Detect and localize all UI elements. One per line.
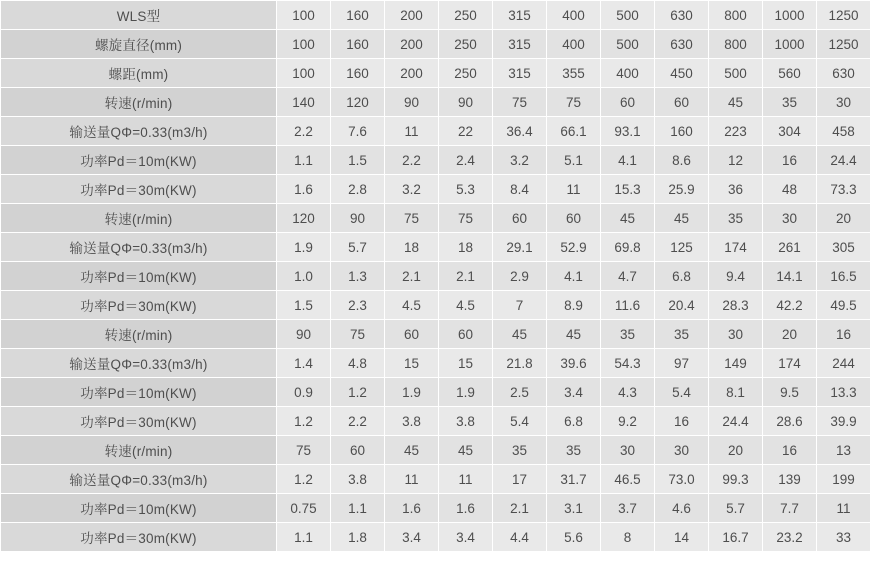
table-cell: 400 bbox=[547, 30, 601, 59]
table-row bbox=[1, 349, 870, 378]
table-cell: 4.4 bbox=[493, 523, 547, 552]
table-cell: 3.4 bbox=[547, 378, 601, 407]
table-cell: 35 bbox=[601, 320, 655, 349]
table-cell: 11 bbox=[817, 494, 870, 523]
row-label: 转速(r/min) bbox=[1, 436, 277, 465]
table-cell: 69.8 bbox=[601, 233, 655, 262]
table-cell: 30 bbox=[763, 204, 817, 233]
table-cell: 800 bbox=[709, 1, 763, 30]
table-row bbox=[1, 291, 870, 320]
table-cell: 250 bbox=[439, 1, 493, 30]
table-cell: 100 bbox=[277, 1, 331, 30]
table-cell: 75 bbox=[277, 436, 331, 465]
table-cell: 35 bbox=[493, 436, 547, 465]
table-cell: 139 bbox=[763, 465, 817, 494]
table-cell: 3.1 bbox=[547, 494, 601, 523]
table-cell: 1000 bbox=[763, 1, 817, 30]
table-row bbox=[1, 523, 870, 552]
table-cell: 3.8 bbox=[331, 465, 385, 494]
table-cell: 45 bbox=[709, 88, 763, 117]
table-cell: 5.6 bbox=[547, 523, 601, 552]
table-cell: 13.3 bbox=[817, 378, 870, 407]
table-cell: 1.2 bbox=[277, 465, 331, 494]
table-cell: 1.1 bbox=[331, 494, 385, 523]
table-cell: 16 bbox=[763, 146, 817, 175]
table-cell: 8 bbox=[601, 523, 655, 552]
table-row bbox=[1, 320, 870, 349]
row-label: 功率Pd＝10m(KW) bbox=[1, 494, 277, 523]
table-cell: 17 bbox=[493, 465, 547, 494]
table-cell: 8.4 bbox=[493, 175, 547, 204]
table-row bbox=[1, 88, 870, 117]
table-cell: 45 bbox=[439, 436, 493, 465]
table-cell: 199 bbox=[817, 465, 870, 494]
table-cell: 800 bbox=[709, 30, 763, 59]
table-cell: 4.5 bbox=[385, 291, 439, 320]
table-cell: 99.3 bbox=[709, 465, 763, 494]
table-cell: 4.1 bbox=[547, 262, 601, 291]
row-label: 螺旋直径(mm) bbox=[1, 30, 277, 59]
table-cell: 7.6 bbox=[331, 117, 385, 146]
table-cell: 73.0 bbox=[655, 465, 709, 494]
table-cell: 15.3 bbox=[601, 175, 655, 204]
table-cell: 2.1 bbox=[439, 262, 493, 291]
table-row bbox=[1, 204, 870, 233]
table-cell: 90 bbox=[385, 88, 439, 117]
table-cell: 305 bbox=[817, 233, 870, 262]
table-row bbox=[1, 262, 870, 291]
table-cell: 60 bbox=[331, 436, 385, 465]
table-cell: 36 bbox=[709, 175, 763, 204]
table-cell: 45 bbox=[547, 320, 601, 349]
table-cell: 75 bbox=[331, 320, 385, 349]
table-cell: 11 bbox=[547, 175, 601, 204]
table-cell: 315 bbox=[493, 1, 547, 30]
table-cell: 1.6 bbox=[277, 175, 331, 204]
table-cell: 200 bbox=[385, 59, 439, 88]
table-cell: 36.4 bbox=[493, 117, 547, 146]
table-cell: 3.8 bbox=[385, 407, 439, 436]
row-label: 转速(r/min) bbox=[1, 204, 277, 233]
table-cell: 25.9 bbox=[655, 175, 709, 204]
table-cell: 355 bbox=[547, 59, 601, 88]
table-cell: 16.5 bbox=[817, 262, 870, 291]
row-label: 输送量QΦ=0.33(m3/h) bbox=[1, 465, 277, 494]
row-label: 输送量QΦ=0.33(m3/h) bbox=[1, 117, 277, 146]
table-cell: 28.3 bbox=[709, 291, 763, 320]
table-cell: 60 bbox=[655, 88, 709, 117]
table-cell: 3.7 bbox=[601, 494, 655, 523]
table-cell: 1.1 bbox=[277, 523, 331, 552]
table-cell: 90 bbox=[277, 320, 331, 349]
table-cell: 54.3 bbox=[601, 349, 655, 378]
table-cell: 630 bbox=[817, 59, 870, 88]
table-cell: 31.7 bbox=[547, 465, 601, 494]
table-cell: 630 bbox=[655, 1, 709, 30]
row-label: 功率Pd＝10m(KW) bbox=[1, 378, 277, 407]
table-cell: 11 bbox=[385, 465, 439, 494]
table-cell: 1250 bbox=[817, 1, 870, 30]
table-cell: 14 bbox=[655, 523, 709, 552]
table-cell: 1.8 bbox=[331, 523, 385, 552]
table-cell: 1.9 bbox=[277, 233, 331, 262]
table-cell: 5.4 bbox=[655, 378, 709, 407]
table-cell: 1.5 bbox=[331, 146, 385, 175]
table-cell: 160 bbox=[331, 30, 385, 59]
table-cell: 304 bbox=[763, 117, 817, 146]
table-cell: 97 bbox=[655, 349, 709, 378]
table-cell: 3.2 bbox=[385, 175, 439, 204]
table-cell: 75 bbox=[385, 204, 439, 233]
table-cell: 8.9 bbox=[547, 291, 601, 320]
table-cell: 458 bbox=[817, 117, 870, 146]
table-cell: 200 bbox=[385, 1, 439, 30]
table-cell: 30 bbox=[709, 320, 763, 349]
table-cell: 560 bbox=[763, 59, 817, 88]
table-cell: 39.9 bbox=[817, 407, 870, 436]
table-cell: 1.3 bbox=[331, 262, 385, 291]
table-cell: 16 bbox=[655, 407, 709, 436]
table-cell: 4.3 bbox=[601, 378, 655, 407]
row-label: 功率Pd＝30m(KW) bbox=[1, 523, 277, 552]
table-cell: 23.2 bbox=[763, 523, 817, 552]
table-cell: 1.6 bbox=[385, 494, 439, 523]
table-cell: 35 bbox=[655, 320, 709, 349]
table-cell: 90 bbox=[331, 204, 385, 233]
table-row bbox=[1, 175, 870, 204]
table-row bbox=[1, 146, 870, 175]
table-cell: 100 bbox=[277, 30, 331, 59]
table-cell: 33 bbox=[817, 523, 870, 552]
table-cell: 45 bbox=[493, 320, 547, 349]
table-cell: 149 bbox=[709, 349, 763, 378]
table-cell: 35 bbox=[763, 88, 817, 117]
table-cell: 1.4 bbox=[277, 349, 331, 378]
table-cell: 15 bbox=[439, 349, 493, 378]
table-cell: 11 bbox=[385, 117, 439, 146]
table-cell: 13 bbox=[817, 436, 870, 465]
row-label: WLS型 bbox=[1, 1, 277, 30]
table-cell: 160 bbox=[331, 1, 385, 30]
table-cell: 0.9 bbox=[277, 378, 331, 407]
table-row bbox=[1, 436, 870, 465]
table-cell: 3.4 bbox=[439, 523, 493, 552]
table-cell: 4.1 bbox=[601, 146, 655, 175]
table-cell: 1.6 bbox=[439, 494, 493, 523]
row-label: 输送量QΦ=0.33(m3/h) bbox=[1, 349, 277, 378]
table-cell: 174 bbox=[709, 233, 763, 262]
table-cell: 45 bbox=[601, 204, 655, 233]
table-cell: 28.6 bbox=[763, 407, 817, 436]
table-row bbox=[1, 1, 870, 30]
table-cell: 24.4 bbox=[817, 146, 870, 175]
table-cell: 160 bbox=[655, 117, 709, 146]
table-cell: 45 bbox=[655, 204, 709, 233]
table-cell: 15 bbox=[385, 349, 439, 378]
table-row bbox=[1, 378, 870, 407]
row-label: 转速(r/min) bbox=[1, 88, 277, 117]
table-cell: 22 bbox=[439, 117, 493, 146]
table-cell: 39.6 bbox=[547, 349, 601, 378]
table-cell: 1.9 bbox=[385, 378, 439, 407]
table-body bbox=[1, 1, 870, 552]
table-cell: 4.8 bbox=[331, 349, 385, 378]
row-label: 功率Pd＝30m(KW) bbox=[1, 175, 277, 204]
table-cell: 16 bbox=[763, 436, 817, 465]
table-cell: 250 bbox=[439, 59, 493, 88]
table-cell: 20 bbox=[817, 204, 870, 233]
table-cell: 16.7 bbox=[709, 523, 763, 552]
table-cell: 16 bbox=[817, 320, 870, 349]
table-cell: 400 bbox=[601, 59, 655, 88]
table-cell: 244 bbox=[817, 349, 870, 378]
table-row bbox=[1, 233, 870, 262]
table-row bbox=[1, 117, 870, 146]
table-cell: 21.8 bbox=[493, 349, 547, 378]
table-cell: 2.4 bbox=[439, 146, 493, 175]
table-cell: 11.6 bbox=[601, 291, 655, 320]
table-cell: 2.2 bbox=[385, 146, 439, 175]
table-cell: 125 bbox=[655, 233, 709, 262]
row-label: 功率Pd＝30m(KW) bbox=[1, 291, 277, 320]
table-cell: 2.9 bbox=[493, 262, 547, 291]
table-cell: 18 bbox=[385, 233, 439, 262]
table-cell: 400 bbox=[547, 1, 601, 30]
table-cell: 1.0 bbox=[277, 262, 331, 291]
table-cell: 1250 bbox=[817, 30, 870, 59]
table-cell: 315 bbox=[493, 59, 547, 88]
table-cell: 223 bbox=[709, 117, 763, 146]
table-cell: 48 bbox=[763, 175, 817, 204]
table-cell: 200 bbox=[385, 30, 439, 59]
table-cell: 5.7 bbox=[709, 494, 763, 523]
table-cell: 35 bbox=[547, 436, 601, 465]
table-cell: 5.4 bbox=[493, 407, 547, 436]
table-cell: 75 bbox=[493, 88, 547, 117]
table-cell: 2.1 bbox=[493, 494, 547, 523]
table-cell: 2.1 bbox=[385, 262, 439, 291]
table-cell: 60 bbox=[601, 88, 655, 117]
table-cell: 30 bbox=[601, 436, 655, 465]
table-cell: 2.5 bbox=[493, 378, 547, 407]
table-cell: 20 bbox=[763, 320, 817, 349]
table-cell: 6.8 bbox=[655, 262, 709, 291]
table-cell: 315 bbox=[493, 30, 547, 59]
table-cell: 11 bbox=[439, 465, 493, 494]
table-cell: 1.5 bbox=[277, 291, 331, 320]
table-cell: 30 bbox=[817, 88, 870, 117]
table-cell: 49.5 bbox=[817, 291, 870, 320]
table-cell: 60 bbox=[439, 320, 493, 349]
table-row bbox=[1, 494, 870, 523]
table-row bbox=[1, 407, 870, 436]
table-cell: 46.5 bbox=[601, 465, 655, 494]
table-cell: 30 bbox=[655, 436, 709, 465]
table-cell: 0.75 bbox=[277, 494, 331, 523]
table-cell: 29.1 bbox=[493, 233, 547, 262]
table-cell: 42.2 bbox=[763, 291, 817, 320]
table-cell: 500 bbox=[601, 1, 655, 30]
row-label: 功率Pd＝10m(KW) bbox=[1, 146, 277, 175]
table-cell: 20.4 bbox=[655, 291, 709, 320]
table-cell: 2.3 bbox=[331, 291, 385, 320]
table-cell: 9.2 bbox=[601, 407, 655, 436]
table-cell: 75 bbox=[439, 204, 493, 233]
table-cell: 66.1 bbox=[547, 117, 601, 146]
table-cell: 160 bbox=[331, 59, 385, 88]
table-cell: 500 bbox=[601, 30, 655, 59]
row-label: 功率Pd＝10m(KW) bbox=[1, 262, 277, 291]
table-row bbox=[1, 30, 870, 59]
table-cell: 250 bbox=[439, 30, 493, 59]
table-cell: 24.4 bbox=[709, 407, 763, 436]
table-cell: 14.1 bbox=[763, 262, 817, 291]
table-row bbox=[1, 465, 870, 494]
table-cell: 12 bbox=[709, 146, 763, 175]
table-cell: 4.5 bbox=[439, 291, 493, 320]
row-label: 螺距(mm) bbox=[1, 59, 277, 88]
table-cell: 140 bbox=[277, 88, 331, 117]
table-cell: 5.1 bbox=[547, 146, 601, 175]
table-cell: 75 bbox=[547, 88, 601, 117]
table-cell: 100 bbox=[277, 59, 331, 88]
table-cell: 1.9 bbox=[439, 378, 493, 407]
table-cell: 4.6 bbox=[655, 494, 709, 523]
table-cell: 9.5 bbox=[763, 378, 817, 407]
table-cell: 60 bbox=[385, 320, 439, 349]
table-cell: 261 bbox=[763, 233, 817, 262]
table-cell: 3.4 bbox=[385, 523, 439, 552]
table-cell: 9.4 bbox=[709, 262, 763, 291]
table-cell: 35 bbox=[709, 204, 763, 233]
table-cell: 120 bbox=[277, 204, 331, 233]
table-cell: 18 bbox=[439, 233, 493, 262]
table-cell: 6.8 bbox=[547, 407, 601, 436]
row-label: 转速(r/min) bbox=[1, 320, 277, 349]
table-cell: 2.2 bbox=[331, 407, 385, 436]
table-cell: 3.8 bbox=[439, 407, 493, 436]
table-cell: 1000 bbox=[763, 30, 817, 59]
row-label: 输送量QΦ=0.33(m3/h) bbox=[1, 233, 277, 262]
table-cell: 2.2 bbox=[277, 117, 331, 146]
table-cell: 60 bbox=[547, 204, 601, 233]
table-cell: 630 bbox=[655, 30, 709, 59]
table-cell: 20 bbox=[709, 436, 763, 465]
table-cell: 120 bbox=[331, 88, 385, 117]
table-cell: 8.1 bbox=[709, 378, 763, 407]
table-cell: 1.1 bbox=[277, 146, 331, 175]
table-cell: 60 bbox=[493, 204, 547, 233]
table-cell: 5.3 bbox=[439, 175, 493, 204]
table-cell: 5.7 bbox=[331, 233, 385, 262]
table-cell: 90 bbox=[439, 88, 493, 117]
table-cell: 8.6 bbox=[655, 146, 709, 175]
table-cell: 3.2 bbox=[493, 146, 547, 175]
table-cell: 73.3 bbox=[817, 175, 870, 204]
table-cell: 1.2 bbox=[331, 378, 385, 407]
row-label: 功率Pd＝30m(KW) bbox=[1, 407, 277, 436]
table-cell: 93.1 bbox=[601, 117, 655, 146]
table-cell: 2.8 bbox=[331, 175, 385, 204]
table-row bbox=[1, 59, 870, 88]
table-cell: 45 bbox=[385, 436, 439, 465]
table-cell: 174 bbox=[763, 349, 817, 378]
table-cell: 450 bbox=[655, 59, 709, 88]
table-cell: 7.7 bbox=[763, 494, 817, 523]
table-cell: 7 bbox=[493, 291, 547, 320]
table-cell: 52.9 bbox=[547, 233, 601, 262]
table-cell: 500 bbox=[709, 59, 763, 88]
table-cell: 1.2 bbox=[277, 407, 331, 436]
table-cell: 4.7 bbox=[601, 262, 655, 291]
